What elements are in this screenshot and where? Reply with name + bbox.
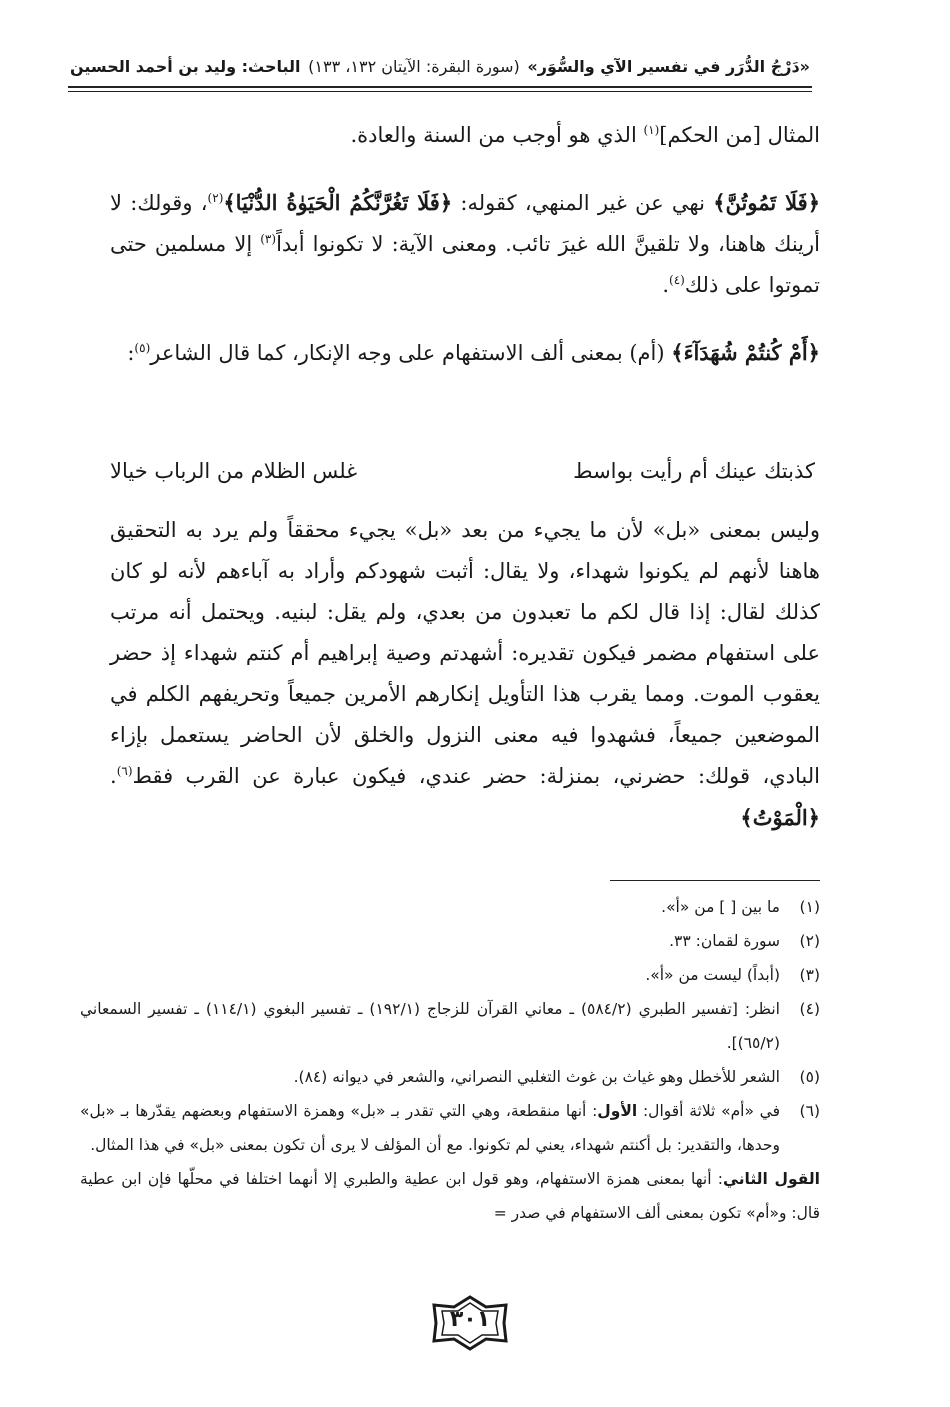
footnote-separator (610, 880, 820, 881)
paragraph-3: ﴿أَمْ كُنتُمْ شُهَدَآءَ﴾ (أم) بمعنى ألف الاستفهام على وجه الإنكار، كما قال الشاعر$^{(٥)}$: (127, 340, 820, 365)
paragraph-2: ﴿فَلَا تَمُوتُنَّ﴾ نهي عن غير المنهي، كقوله: ﴿فَلَا تَغُرَّنَّكُمُ الْحَيَوٰةُ الدُّنْيَا﴾$^{(٢)}$، وقولك: لا أرينك هاهنا، ولا تلقينَّ الله غيرَ تائب. ومعنى الآية: لا تكونوا أبداً$^{(٣)}$ إلا مسلمين حتى تموتوا على ذلك$^{(٤)}$. (110, 190, 821, 297)
footnote-number: (٣) (799, 966, 820, 984)
header-researcher: الباحث: وليد بن أحمد الحسين (70, 56, 301, 76)
footnote (80, 1094, 820, 1162)
quran-quote: ﴿فَلَا تَمُوتُنَّ﴾ (713, 190, 821, 215)
header-book-title: «دَرْجُ الدُّرَر في تفسير الآي والسُّوَر» (527, 56, 810, 76)
footnote (80, 1060, 820, 1094)
footnote-ref-5: (٥) (134, 341, 151, 355)
poetry-verse (110, 451, 815, 491)
footnote-number: (٢) (799, 932, 820, 950)
quran-quote: ﴿فَلَا تَغُرَّنَّكُمُ الْحَيَوٰةُ الدُّنْيَا﴾ (223, 190, 453, 215)
footnote (80, 890, 820, 924)
footnote-text: سورة لقمان: ٣٣. (669, 932, 780, 950)
quran-quote: ﴿الْمَوْتُ﴾ (740, 805, 820, 830)
footnote-number: (٤) (799, 1000, 820, 1018)
header-surah-range: (سورة البقرة: الآيتان ١٣٢، ١٣٣) (308, 56, 520, 76)
main-text-continued (110, 510, 820, 839)
footnote-ref-2: (٢) (207, 191, 224, 205)
quran-quote: ﴿أَمْ كُنتُمْ شُهَدَآءَ﴾ (671, 340, 820, 365)
footnote-number: (١) (799, 898, 820, 916)
footnote (80, 958, 820, 992)
footnote-number: (٦) (799, 1102, 820, 1120)
main-text (110, 115, 820, 396)
footnote-text: الشعر للأخطل وهو غياث بن غوث التغلبي النصراني، والشعر في ديوانه (٨٤). (293, 1068, 780, 1086)
footnote-text: (أبداً) ليست من «أ». (645, 966, 780, 984)
page-number: ٣٠١ (449, 1307, 491, 1332)
verse-first-hemistich: كذبتك عينك أم رأيت بواسط (573, 459, 815, 483)
paragraph-1: المثال [من الحكم]$^{(١)}$ الذي هو أوجب من السنة والعادة. (350, 123, 820, 147)
footnote (80, 924, 820, 958)
page-number-ornament (420, 1295, 520, 1351)
footnote-text: في «أم» ثلاثة أقوال: الأول: أنها منقطعة، وهي التي تقدر بـ «بل» وهمزة الاستفهام وبعضهم يقدّرها بـ «بل» وحدها، والتقدير: بل أكنتم شهداء، يعني لم تكونوا. مع أن المؤلف لا يرى أن تكون بمعنى «بل» في هذا المثال. (80, 1102, 780, 1154)
footnote-ref-4: (٤) (669, 273, 685, 287)
footnote-ref-1: (١) (643, 123, 660, 137)
footnote-number: (٥) (799, 1068, 820, 1086)
footnote-text: ما بين [ ] من «أ». (661, 898, 780, 916)
footnote (80, 992, 820, 1060)
verse-second-hemistich: غلس الظلام من الرباب خيالا (110, 459, 358, 483)
running-header (70, 46, 810, 86)
footnote-ref-3: (٣) (260, 232, 277, 246)
header-rule-thin (68, 91, 812, 92)
footnotes (80, 890, 820, 1230)
footnote-text: انظر: [تفسير الطبري (٥٨٤/٢) ـ معاني القرآن للزجاج (١٩٢/١) ـ تفسير البغوي (١١٤/١) ـ تفسير السمعاني (٦٥/٢)]. (80, 1000, 780, 1052)
header-rule-thick (68, 86, 812, 88)
footnote-continuation: القول الثاني: أنها بمعنى همزة الاستفهام، وهو قول ابن عطية والطبري إلا أنهما اختلفا في محلّها فإن ابن عطية قال: و«أم» تكون بمعنى ألف الاستفهام في صدر = (80, 1170, 820, 1222)
paragraph-4: وليس بمعنى «بل» لأن ما يجيء من بعد «بل» يجيء محققاً ولم يرد به التحقيق هاهنا لأنهم لم يكونوا شهداء، ولا يقال: أثبت شهودكم وأراد به آباءهم لأنه لو كان كذلك لقال: إذا قال لكم ما تعبدون من بعدي، ولم يقل: لبنيه. ويحتمل أنه مرتب على استفهام مضمر فيكون تقديره: أشهدتم وصية إبراهيم أم كنتم شهداء إذ حضر يعقوب الموت. ومما يقرب هذا التأويل إنكارهم الأمرين جميعاً وتحريفهم الكلم في الموضعين جميعاً، فشهدوا فيه معنى النزول والخلق لأن الحاضر يستعمل بإزاء البادي، قولك: حضرني، بمنزلة: حضر عندي، فيكون عبارة عن القرب فقط$^{(٦)}$. ﴿الْمَوْتُ﴾ (110, 518, 820, 830)
footnote-ref-6: (٦) (116, 764, 133, 778)
